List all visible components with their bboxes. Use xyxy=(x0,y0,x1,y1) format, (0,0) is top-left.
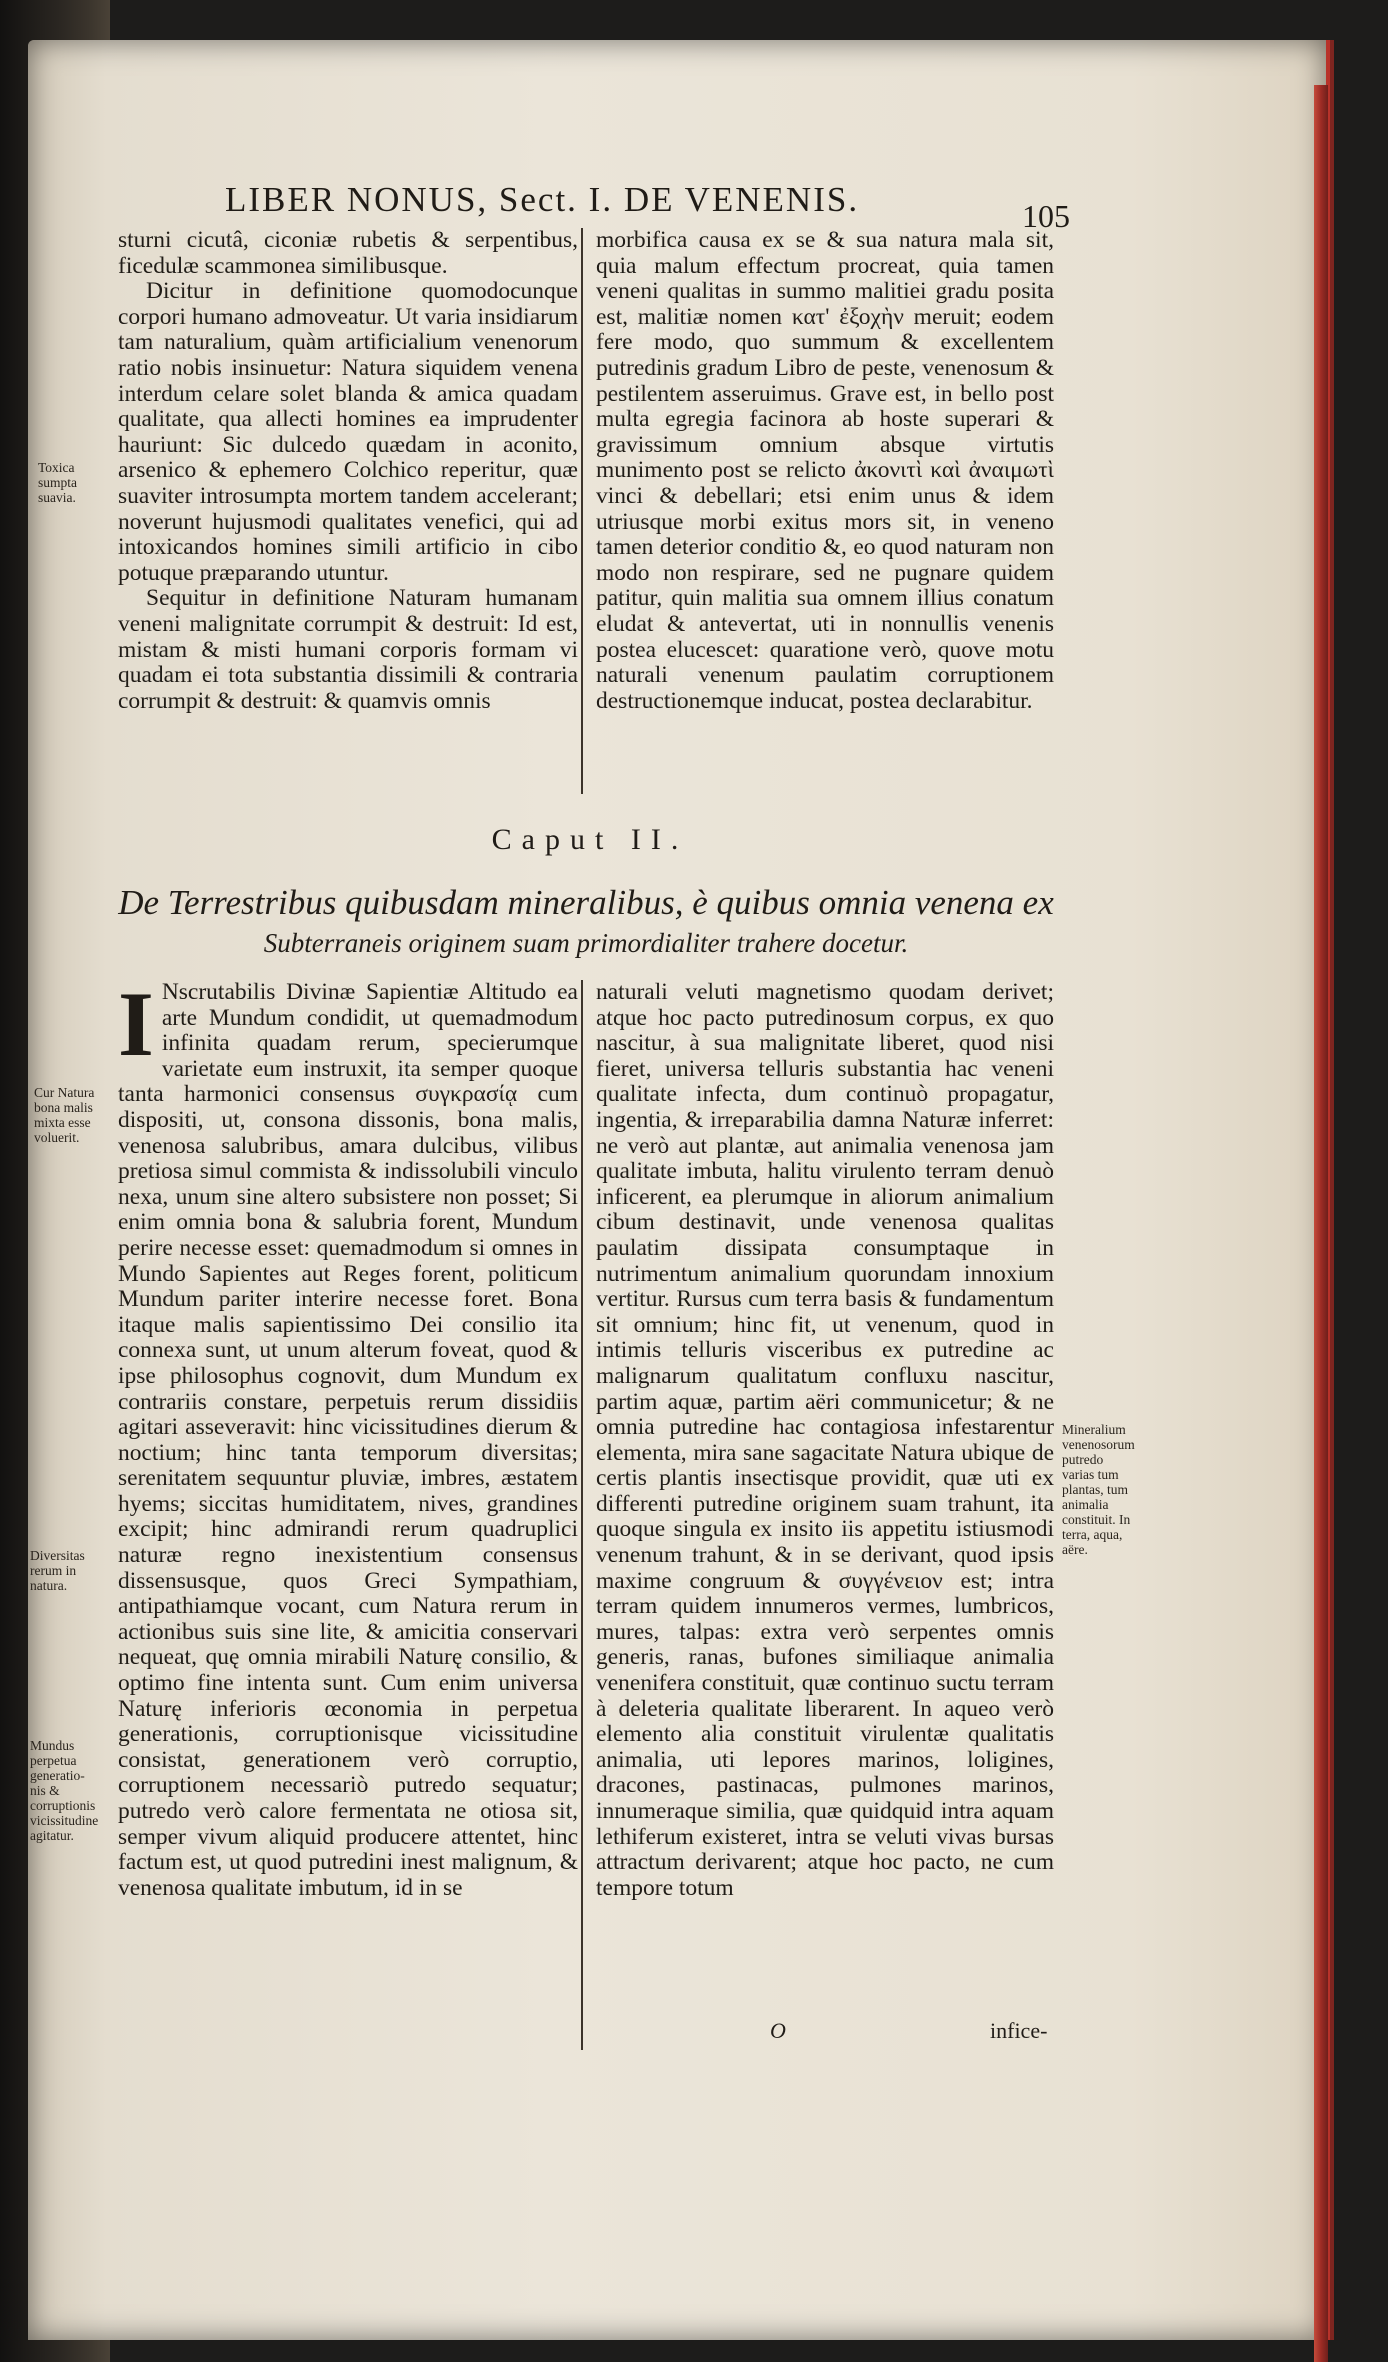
catchword: infice- xyxy=(990,2018,1048,2043)
margin-note-diversitas: Diversitas rerum in natura. xyxy=(30,1548,85,1593)
chapter-subtitle: Subterraneis originem suam primordialiter trahere docetur. xyxy=(263,928,909,958)
margin-note-mineralium: Mineralium venenosorum putredo varias tum plantas, tum animalia constituit. In terra, aqua, aëre. xyxy=(1062,1422,1135,1557)
red-page-edge xyxy=(1314,85,1328,2362)
margin-note-toxica: Toxica sumpta suavia. xyxy=(38,460,77,505)
page-number: 105 xyxy=(1022,198,1070,234)
top-left-column xyxy=(118,228,578,714)
chapter-heading: Caput II. xyxy=(491,823,689,856)
chapter-title: De Terrestribus quibusdam mineralibus, è quibus omnia venena ex xyxy=(118,883,1054,922)
paragraph: naturali veluti magnetismo quodam derivet; atque hoc pacto putredinosum corpus, ex quo nascitur, à sua malignitate liberet, quod nisi fieret, universa telluris substantia hac veneni qualitate infecta, dum continuò propagatur, ingentia, & irreparabilia damna Naturæ inferret: ne verò aut plantæ, aut animalia venenosa jam qualitate imbuta, halitu virulento terram denuò inficerent, ea plerumque in aliorum animalium cibum destinavit, unde venenosa qualitas paulatim dissipata consumptaque in nutrimentum animalium quorundam innoxium vertitur. Rursus cum terra basis & fundamentum sit omnium; hinc fit, ut venenum, quod in intimis telluris visceribus ex putredine ac malignarum qualitatum confluxu nascitur, partim aquæ, partim aëri communicetur; & ne omnia putredine hac contagiosa infestarentur elementa, mira sane sagacitate Natura ubique de certis plantis insectisque providit, quæ uti ex differenti putredine originem suam trahunt, ita quoque singula ex insito iis appetitu istiusmodi venenum trahunt, & in se derivant, quod ipsis maxime congruum & συγγένειον est; intra terram quidem innumeros vermes, lumbricos, mures, talpas: extra verò serpentes omnis generis, ranas, bufones similiaque animalia venenifera constituit, quæ continuo suctu terram à deleteria qualitate liberarent. In aqueo verò elemento alia constituit virulentæ qualitatis animalia, uti lepores marinos, loligines, dracones, pastinacas, pulmones marinos, innumeraque similia, quæ quidquid intra aquam lethiferum existeret, intra se veluti vivas bursas attractum derivarent; atque hoc pacto, ne cum tempore totum xyxy=(596,979,1054,1901)
signature-mark: O xyxy=(770,2018,786,2043)
paragraph: morbifica causa ex se & sua natura mala sit, quia malum effectum procreat, quia tamen veneni qualitas in summo malitiei gradu posita est, malitiæ nomen κατ' ἐξοχὴν meruit; eodem fere modo, quo summum & excellentem putredinis gradum Libro de peste, venenosum & pestilentem asseruimus. Grave est, in bello post multa egregia facinora ab hoste superari & gravissimum omnium absque virtutis munimento post se relicto ἀκονιτὶ καὶ ἀναιμωτὶ vinci & debellari; etsi enim unus & idem utriusque morbi exitus mors sit, in veneno tamen deterior conditio &, eo quod naturam non modo non respirare, sed ne pugnare quidem patitur, quin malitia sua omnem illius conatum eludat & antevertat, uti in nonnullis venenis postea elucescet: quaratione verò, quove motu naturali venenum paulatim corruptionem destructionemque inducat, postea declarabitur. xyxy=(596,227,1054,714)
paragraph: Dicitur in definitione quomodocunque corpori humano admoveatur. Ut varia insidiarum tam naturalium, quàm artificialium venenorum ratio nobis insinuetur: Natura siquidem venena interdum celare solet blanda & amica quadam qualitate, qua allecti homines ea imprudenter hauriunt: Sic dulcedo quædam in aconito, arsenico & ephemero Colchico reperitur, quæ suaviter introsumpta mortem tandem accelerant; noverunt hujusmodi qualitates venefici, qui ad intoxicandos homines simili artificio in cibo potuque præparando utuntur. xyxy=(118,278,578,586)
body-right-column xyxy=(596,980,1054,1901)
paragraph: sturni cicutâ, ciconiæ rubetis & serpentibus, ficedulæ scammonea similibusque. xyxy=(118,227,578,279)
drop-cap: I xyxy=(118,973,154,1075)
column-rule xyxy=(581,980,583,2050)
paragraph: Nscrutabilis Divinæ Sapientiæ Altitudo ea arte Mundum condidit, ut quemadmodum infinita quadam rerum, specierumque varietate eum instruxit, ita semper quoque tanta harmonici consensus συγκρασίᾳ cum dispositi, ut, consona dissonis, bona malis, venenosa salubribus, amara dulcibus, vilibus pretiosa simul commista & indissolubili vinculo nexa, unum sine altero subsistere non posset; Si enim omnia bona & salubria forent, Mundum perire necesse esset: quemadmodum si omnes in Mundo Sapientes aut Reges forent, politicum Mundum pariter interire necesse foret. Bona itaque malis sapientissimo Dei consilio ita connexa sunt, ut unum alterum foveat, quod & ipse philosophus cognovit, dum Mundum ex contrariis constare, perpetuis rerum dissidiis agitari asseveravit: hinc vicissitudines dierum & noctium; hinc tanta temporum diversitas; serenitatem sequuntur pluviæ, imbres, æstatem hyems; siccitas humiditatem, nives, grandines excipit; hinc admirandi rerum quadruplici naturæ regno inexistentium consensus dissensusque, quos Greci Sympathiam, antipathiamque vocant, cum Natura rerum in actionibus suis sine lite, & amicitia conservari nequeat, quę omnia mirabili Naturę consilio, & optimo fine intenta sunt. Cum enim universa Naturę inferioris œconomia in perpetua generationis, corruptionisque vicissitudine consistat, generationem verò corruptio, corruptionem necessariò putredo sequatur; putredo verò calore fermentata ne otiosa sit, semper vivum aliquid producere attentet, hinc factum est, ut quod putredini inest malignum, & venenosa qualitate imbutum, id in se xyxy=(118,979,578,1901)
body-left-column xyxy=(118,973,578,1901)
paragraph: Sequitur in definitione Naturam humanam veneni malignitate corrumpit & destruit: Id est, mistam & misti humani corporis formam vi quadam ei tota substantia dissimili & contraria corrumpit & destruit: & quamvis omnis xyxy=(118,585,578,714)
top-right-column xyxy=(596,228,1054,714)
running-head: LIBER NONUS, Sect. I. DE VENENIS. xyxy=(225,180,860,219)
margin-note-mundus: Mundus perpetua generatio-nis & corruptionis vicissitudine agitatur. xyxy=(30,1738,99,1843)
margin-note-cur-natura: Cur Natura bona malis mixta esse voluerit. xyxy=(34,1085,95,1145)
column-rule xyxy=(581,228,583,794)
